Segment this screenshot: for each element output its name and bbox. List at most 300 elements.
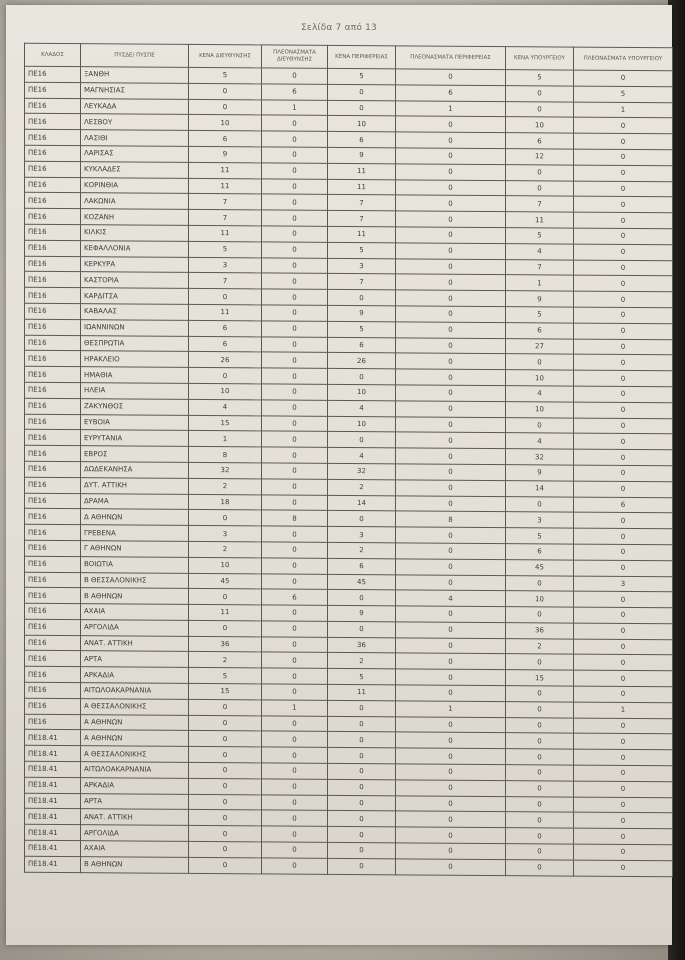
value-cell: 8 [189, 447, 262, 463]
value-cell: 0 [574, 386, 673, 402]
value-cell: 6 [189, 131, 262, 147]
directorate-cell: ΖΑΚΥΝΘΟΣ [81, 398, 189, 415]
value-cell: 0 [328, 795, 396, 811]
value-cell: 6 [189, 320, 262, 336]
value-cell: 0 [574, 560, 673, 576]
value-cell: 0 [189, 857, 262, 873]
value-cell: 10 [189, 115, 262, 131]
value-cell: 0 [574, 196, 673, 212]
value-cell: 0 [189, 699, 262, 715]
value-cell: 0 [574, 828, 673, 844]
value-cell: 0 [574, 623, 673, 639]
value-cell: 8 [396, 511, 506, 528]
value-cell: 0 [396, 653, 506, 670]
value-cell: 45 [506, 559, 574, 575]
value-cell: 0 [328, 842, 396, 858]
branch-cell: ΠΕ16 [25, 66, 81, 82]
value-cell: 7 [328, 274, 396, 290]
directorate-cell: Β ΑΘΗΝΩΝ [81, 856, 189, 873]
value-cell: 15 [189, 415, 262, 431]
value-cell: 0 [396, 353, 506, 370]
value-cell: 11 [189, 162, 262, 178]
value-cell: 0 [262, 257, 328, 273]
value-cell: 0 [189, 99, 262, 115]
value-cell: 0 [396, 795, 506, 812]
branch-cell: ΠΕ16 [25, 272, 81, 288]
branch-cell: ΠΕ16 [25, 145, 81, 161]
value-cell: 32 [506, 449, 574, 465]
directorate-cell: Α ΑΘΗΝΩΝ [81, 730, 189, 747]
value-cell: 0 [262, 210, 328, 226]
value-cell: 6 [328, 337, 396, 353]
directorate-cell: ΚΙΛΚΙΣ [81, 225, 189, 242]
directorate-cell: ΕΥΒΟΙΑ [81, 414, 189, 431]
directorate-cell: Β ΘΕΣΣΑΛΟΝΙΚΗΣ [81, 572, 189, 589]
value-cell: 0 [189, 794, 262, 810]
value-cell: 0 [262, 147, 328, 163]
branch-cell: ΠΕ16 [25, 366, 81, 382]
value-cell: 0 [396, 732, 506, 749]
value-cell: 0 [574, 813, 673, 829]
branch-cell: ΠΕ16 [25, 82, 81, 98]
value-cell: 0 [396, 258, 506, 275]
value-cell: 5 [189, 67, 262, 83]
directorate-cell: ΑΧΑΙΑ [81, 841, 189, 858]
value-cell: 0 [506, 796, 574, 812]
directorate-cell: ΑΙΤΩΛΟΑΚΑΡΝΑΝΙΑ [81, 683, 189, 700]
value-cell: 4 [328, 400, 396, 416]
value-cell: 0 [574, 402, 673, 418]
value-cell: 10 [506, 591, 574, 607]
value-cell: 0 [396, 227, 506, 244]
value-cell: 0 [262, 305, 328, 321]
directorate-cell: ΕΒΡΟΣ [81, 446, 189, 463]
branch-cell: ΠΕ18.41 [25, 777, 81, 793]
value-cell: 0 [328, 858, 396, 874]
value-cell: 0 [262, 68, 328, 84]
branch-cell: ΠΕ16 [25, 256, 81, 272]
value-cell: 0 [574, 781, 673, 797]
value-cell: 0 [328, 511, 396, 527]
value-cell: 2 [189, 541, 262, 557]
value-cell: 0 [396, 290, 506, 307]
value-cell: 0 [262, 558, 328, 574]
value-cell: 0 [189, 826, 262, 842]
value-cell: 0 [396, 337, 506, 354]
value-cell: 6 [506, 544, 574, 560]
value-cell: 0 [396, 685, 506, 702]
value-cell: 45 [328, 574, 396, 590]
value-cell: 0 [396, 416, 506, 433]
directorate-cell: ΛΑΚΩΝΙΑ [81, 193, 189, 210]
value-cell: 0 [574, 639, 673, 655]
directorate-cell: ΞΑΝΘΗ [81, 67, 189, 84]
value-cell: 0 [262, 716, 328, 732]
value-cell: 0 [506, 101, 574, 117]
vacancies-table [24, 43, 673, 877]
directorate-cell: ΛΑΡΙΣΑΣ [81, 146, 189, 163]
value-cell: 10 [328, 116, 396, 132]
value-cell: 0 [189, 589, 262, 605]
value-cell: 0 [574, 181, 673, 197]
value-cell: 0 [328, 779, 396, 795]
value-cell: 0 [396, 132, 506, 149]
value-cell: 6 [328, 558, 396, 574]
value-cell: 0 [574, 339, 673, 355]
value-cell: 0 [189, 289, 262, 305]
value-cell: 0 [506, 85, 574, 101]
value-cell: 0 [262, 779, 328, 795]
branch-cell: ΠΕ16 [25, 351, 81, 367]
value-cell: 0 [506, 164, 574, 180]
value-cell: 7 [328, 211, 396, 227]
value-cell: 0 [328, 748, 396, 764]
directorate-cell: ΑΡΚΑΔΙΑ [81, 667, 189, 684]
value-cell: 0 [262, 131, 328, 147]
value-cell: 3 [189, 525, 262, 541]
value-cell: 3 [189, 257, 262, 273]
branch-cell: ΠΕ16 [25, 319, 81, 335]
branch-cell: ΠΕ16 [25, 667, 81, 683]
value-cell: 7 [189, 194, 262, 210]
directorate-cell: ΛΑΣΙΘΙ [81, 130, 189, 147]
value-cell: 26 [189, 352, 262, 368]
value-cell: 4 [506, 433, 574, 449]
value-cell: 0 [396, 780, 506, 797]
value-cell: 0 [262, 447, 328, 463]
value-cell: 0 [189, 841, 262, 857]
value-cell: 0 [506, 654, 574, 670]
directorate-cell: ΚΟΡΙΝΘΙΑ [81, 177, 189, 194]
value-cell: 0 [506, 844, 574, 860]
branch-cell: ΠΕ16 [25, 398, 81, 414]
value-cell: 4 [189, 399, 262, 415]
value-cell: 36 [328, 637, 396, 653]
directorate-cell: ΚΑΒΑΛΑΣ [81, 304, 189, 321]
value-cell: 0 [396, 574, 506, 591]
table-body [25, 66, 673, 876]
directorate-cell: ΕΥΡΥΤΑΝΙΑ [81, 430, 189, 447]
value-cell: 5 [328, 669, 396, 685]
branch-cell: ΠΕ16 [25, 430, 81, 446]
value-cell: 5 [328, 242, 396, 258]
value-cell: 18 [189, 494, 262, 510]
value-cell: 0 [396, 827, 506, 844]
header-cell: ΚΕΝΑ ΠΕΡΙΦΕΡΕΙΑΣ [328, 45, 396, 68]
value-cell: 5 [506, 228, 574, 244]
branch-cell: ΠΕ16 [25, 287, 81, 303]
value-cell: 0 [262, 463, 328, 479]
value-cell: 0 [506, 180, 574, 196]
value-cell: 0 [574, 607, 673, 623]
value-cell: 0 [396, 369, 506, 386]
value-cell: 0 [189, 368, 262, 384]
directorate-cell: ΛΕΣΒΟΥ [81, 114, 189, 131]
directorate-cell: ΑΡΤΑ [81, 651, 189, 668]
value-cell: 0 [262, 431, 328, 447]
value-cell: 0 [262, 763, 328, 779]
value-cell: 0 [396, 717, 506, 734]
value-cell: 0 [506, 733, 574, 749]
header-cell: ΠΛΕΟΝΑΣΜΑΤΑ ΠΕΡΙΦΕΡΕΙΑΣ [396, 46, 506, 70]
value-cell: 0 [574, 544, 673, 560]
value-cell: 0 [506, 780, 574, 796]
directorate-cell: ΑΡΤΑ [81, 793, 189, 810]
directorate-cell: ΚΑΡΔΙΤΣΑ [81, 288, 189, 305]
branch-cell: ΠΕ16 [25, 509, 81, 525]
value-cell: 0 [189, 731, 262, 747]
value-cell: 0 [328, 732, 396, 748]
branch-cell: ΠΕ18.41 [25, 809, 81, 825]
value-cell: 36 [506, 622, 574, 638]
value-cell: 0 [328, 763, 396, 779]
value-cell: 0 [574, 291, 673, 307]
branch-cell: ΠΕ16 [25, 524, 81, 540]
value-cell: 0 [328, 827, 396, 843]
value-cell: 0 [189, 810, 262, 826]
directorate-cell: ΗΛΕΙΑ [81, 383, 189, 400]
value-cell: 9 [328, 605, 396, 621]
directorate-cell: ΚΟΖΑΝΗ [81, 209, 189, 226]
value-cell: 0 [506, 607, 574, 623]
branch-cell: ΠΕ16 [25, 588, 81, 604]
value-cell: 0 [262, 368, 328, 384]
directorate-cell: Α ΘΕΣΣΑΛΟΝΙΚΗΣ [81, 746, 189, 763]
value-cell: 0 [574, 70, 673, 86]
branch-cell: ΠΕ16 [25, 603, 81, 619]
value-cell: 0 [328, 84, 396, 100]
value-cell: 5 [506, 307, 574, 323]
directorate-cell: ΒΟΙΩΤΙΑ [81, 556, 189, 573]
value-cell: 6 [396, 85, 506, 102]
directorate-cell: ΗΡΑΚΛΕΙΟ [81, 351, 189, 368]
value-cell: 5 [189, 241, 262, 257]
value-cell: 2 [506, 638, 574, 654]
branch-cell: ΠΕ16 [25, 414, 81, 430]
value-cell: 1 [574, 702, 673, 718]
value-cell: 0 [574, 718, 673, 734]
branch-cell: ΠΕ18.41 [25, 730, 81, 746]
value-cell: 3 [328, 526, 396, 542]
value-cell: 0 [262, 668, 328, 684]
value-cell: 0 [328, 811, 396, 827]
value-cell: 1 [506, 275, 574, 291]
branch-cell: ΠΕ16 [25, 477, 81, 493]
value-cell: 0 [262, 384, 328, 400]
value-cell: 0 [262, 321, 328, 337]
value-cell: 0 [328, 621, 396, 637]
value-cell: 2 [189, 478, 262, 494]
directorate-cell: Α ΑΘΗΝΩΝ [81, 714, 189, 731]
branch-cell: ΠΕ16 [25, 208, 81, 224]
directorate-cell: ΚΑΣΤΟΡΙΑ [81, 272, 189, 289]
value-cell: 0 [506, 812, 574, 828]
value-cell: 0 [396, 669, 506, 686]
value-cell: 9 [506, 465, 574, 481]
value-cell: 0 [262, 637, 328, 653]
value-cell: 0 [396, 495, 506, 512]
value-cell: 0 [396, 306, 506, 323]
value-cell: 0 [328, 368, 396, 384]
value-cell: 26 [328, 353, 396, 369]
value-cell: 0 [328, 590, 396, 606]
branch-cell: ΠΕ16 [25, 635, 81, 651]
directorate-cell: ΙΩΑΝΝΙΝΩΝ [81, 319, 189, 336]
branch-cell: ΠΕ16 [25, 240, 81, 256]
value-cell: 0 [189, 747, 262, 763]
value-cell: 32 [189, 462, 262, 478]
value-cell: 0 [262, 115, 328, 131]
value-cell: 0 [328, 432, 396, 448]
branch-cell: ΠΕ16 [25, 619, 81, 635]
value-cell: 0 [189, 510, 262, 526]
value-cell: 0 [574, 133, 673, 149]
value-cell: 0 [574, 860, 673, 876]
directorate-cell: ΚΕΡΚΥΡΑ [81, 256, 189, 273]
value-cell: 0 [574, 512, 673, 528]
value-cell: 0 [574, 765, 673, 781]
value-cell: 0 [262, 178, 328, 194]
value-cell: 1 [262, 99, 328, 115]
branch-cell: ΠΕ18.41 [25, 746, 81, 762]
value-cell: 2 [328, 653, 396, 669]
value-cell: 7 [328, 195, 396, 211]
header-cell: ΠΛΕΟΝΑΣΜΑΤΑ ΥΠΟΥΡΓΕΙΟΥ [574, 47, 673, 71]
value-cell: 0 [396, 448, 506, 465]
value-cell: 32 [328, 463, 396, 479]
value-cell: 0 [574, 686, 673, 702]
value-cell: 1 [396, 701, 506, 718]
value-cell: 0 [189, 762, 262, 778]
branch-cell: ΠΕ18.41 [25, 793, 81, 809]
branch-cell: ΠΕ16 [25, 445, 81, 461]
value-cell: 0 [396, 764, 506, 781]
value-cell: 0 [574, 481, 673, 497]
value-cell: 4 [506, 243, 574, 259]
value-cell: 7 [189, 273, 262, 289]
directorate-cell: ΚΥΚΛΑΔΕΣ [81, 161, 189, 178]
value-cell: 0 [574, 275, 673, 291]
value-cell: 0 [262, 684, 328, 700]
value-cell: 0 [328, 700, 396, 716]
branch-cell: ΠΕ16 [25, 224, 81, 240]
value-cell: 0 [396, 211, 506, 228]
value-cell: 0 [506, 717, 574, 733]
branch-cell: ΠΕ16 [25, 682, 81, 698]
branch-cell: ΠΕ16 [25, 335, 81, 351]
value-cell: 12 [506, 149, 574, 165]
value-cell: 0 [574, 670, 673, 686]
value-cell: 9 [328, 147, 396, 163]
value-cell: 11 [328, 179, 396, 195]
value-cell: 0 [262, 226, 328, 242]
directorate-cell: ΔΡΑΜΑ [81, 493, 189, 510]
value-cell: 7 [506, 196, 574, 212]
branch-cell: ΠΕ18.41 [25, 761, 81, 777]
value-cell: 0 [189, 83, 262, 99]
branch-cell: ΠΕ16 [25, 382, 81, 398]
value-cell: 4 [506, 386, 574, 402]
value-cell: 14 [506, 480, 574, 496]
value-cell: 0 [574, 418, 673, 434]
value-cell: 0 [396, 385, 506, 402]
value-cell: 0 [506, 686, 574, 702]
value-cell: 9 [328, 305, 396, 321]
header-cell: ΠΥΣΔΕ/ ΠΥΣΠΕ [81, 44, 189, 68]
value-cell: 0 [574, 591, 673, 607]
value-cell: 10 [189, 557, 262, 573]
value-cell: 0 [574, 165, 673, 181]
value-cell: 9 [506, 291, 574, 307]
branch-cell: ΠΕ16 [25, 461, 81, 477]
value-cell: 2 [328, 479, 396, 495]
value-cell: 0 [189, 620, 262, 636]
directorate-cell: ΓΡΕΒΕΝΑ [81, 525, 189, 542]
value-cell: 0 [574, 433, 673, 449]
value-cell: 10 [506, 401, 574, 417]
value-cell: 11 [328, 226, 396, 242]
value-cell: 0 [262, 494, 328, 510]
value-cell: 11 [189, 178, 262, 194]
header-cell: ΠΛΕΟΝΑΣΜΑΤΑ ΔΙΕΥΘΥΝΣΗΣ [262, 45, 328, 68]
value-cell: 0 [262, 573, 328, 589]
value-cell: 5 [328, 68, 396, 84]
value-cell: 0 [574, 528, 673, 544]
value-cell: 0 [262, 747, 328, 763]
value-cell: 0 [574, 465, 673, 481]
value-cell: 45 [189, 573, 262, 589]
value-cell: 1 [189, 431, 262, 447]
value-cell: 0 [574, 323, 673, 339]
value-cell: 0 [262, 652, 328, 668]
value-cell: 0 [506, 575, 574, 591]
branch-cell: ΠΕ16 [25, 98, 81, 114]
value-cell: 11 [189, 304, 262, 320]
value-cell: 0 [262, 542, 328, 558]
value-cell: 0 [396, 464, 506, 481]
value-cell: 0 [262, 731, 328, 747]
value-cell: 0 [262, 194, 328, 210]
directorate-cell: ΛΕΥΚΑΔΑ [81, 98, 189, 115]
value-cell: 8 [262, 510, 328, 526]
value-cell: 0 [506, 354, 574, 370]
value-cell: 0 [262, 273, 328, 289]
directorate-cell: ΑΝΑΤ. ΑΤΤΙΚΗ [81, 635, 189, 652]
value-cell: 0 [262, 242, 328, 258]
value-cell: 0 [574, 797, 673, 813]
value-cell: 0 [506, 859, 574, 875]
value-cell: 6 [328, 132, 396, 148]
value-cell: 0 [262, 336, 328, 352]
value-cell: 0 [396, 148, 506, 165]
value-cell: 0 [396, 116, 506, 133]
branch-cell: ΠΕ18.41 [25, 856, 81, 872]
directorate-cell: Γ ΑΘΗΝΩΝ [81, 541, 189, 558]
value-cell: 0 [574, 260, 673, 276]
value-cell: 6 [262, 84, 328, 100]
value-cell: 6 [506, 322, 574, 338]
value-cell: 0 [506, 749, 574, 765]
value-cell: 7 [506, 259, 574, 275]
value-cell: 0 [396, 322, 506, 339]
value-cell: 0 [396, 274, 506, 291]
value-cell: 0 [574, 212, 673, 228]
value-cell: 27 [506, 338, 574, 354]
value-cell: 5 [506, 528, 574, 544]
value-cell: 0 [574, 244, 673, 260]
value-cell: 6 [262, 589, 328, 605]
value-cell: 0 [262, 605, 328, 621]
